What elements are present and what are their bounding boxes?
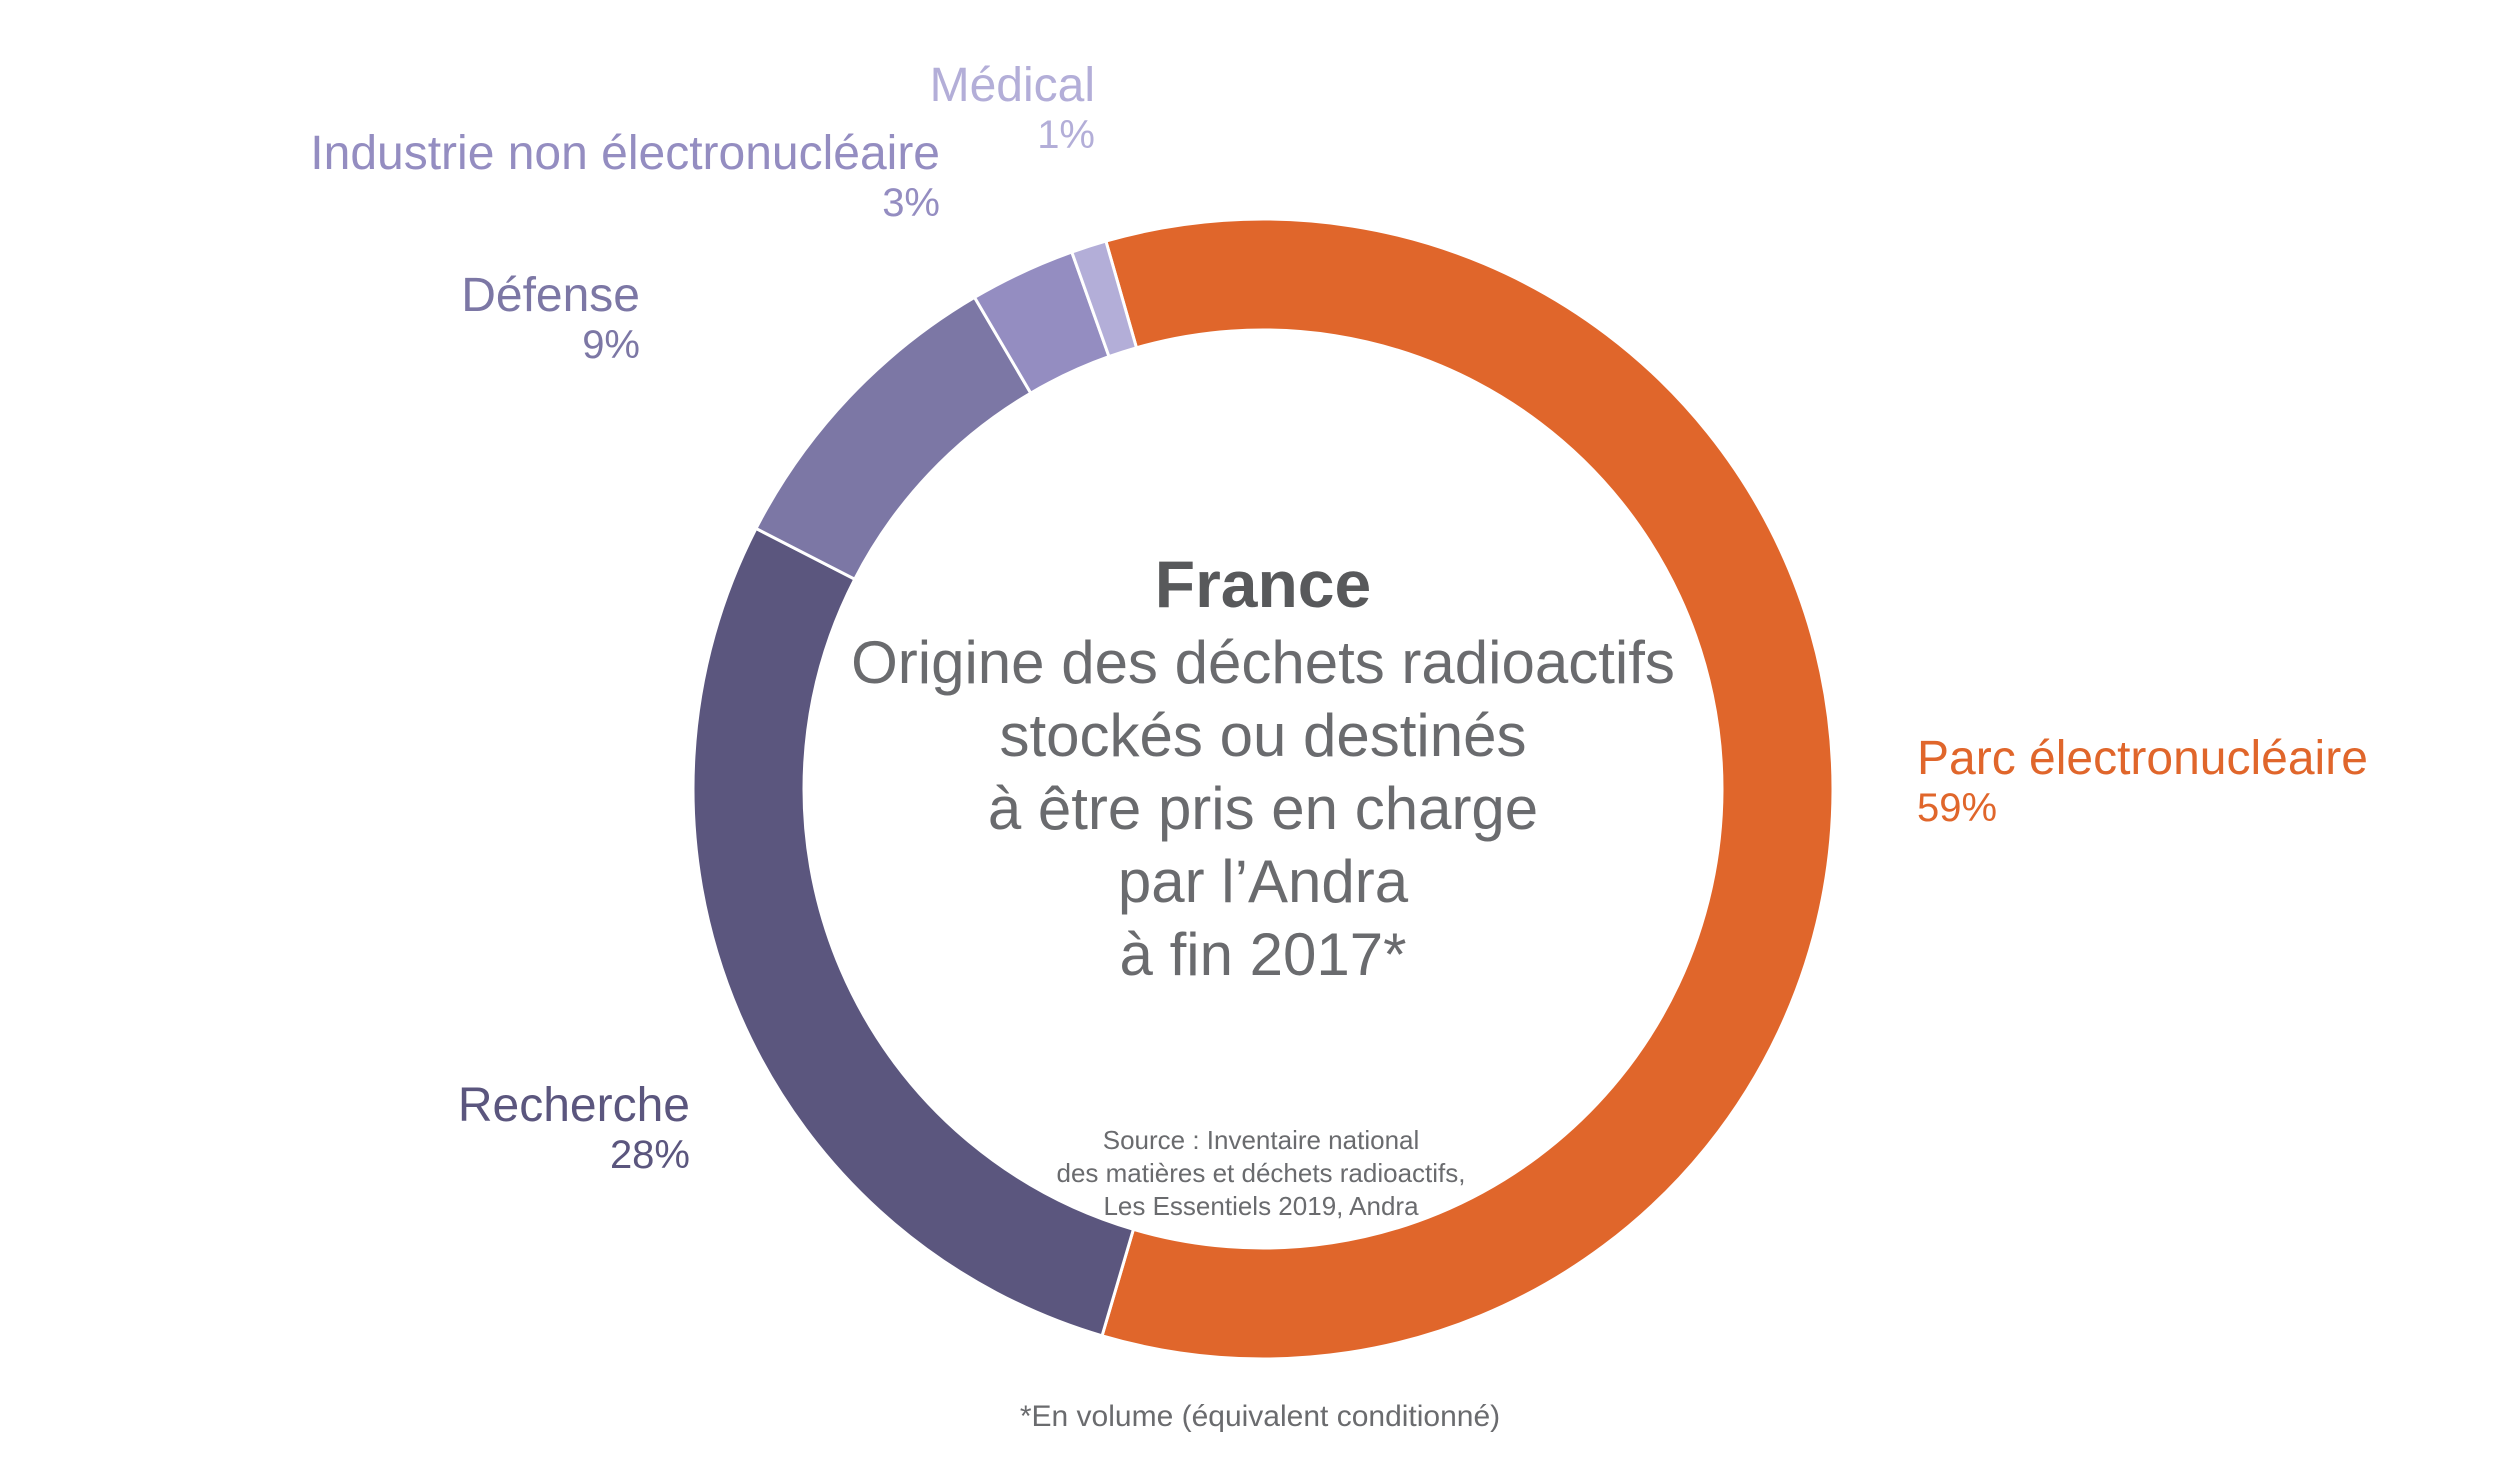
chart-subtitle-line-2: stockés ou destinés: [999, 702, 1527, 769]
slice-value-defense: 9%: [582, 323, 640, 367]
slice-value-medical: 1%: [1037, 113, 1095, 157]
footnote: *En volume (équivalent conditionné): [1019, 1400, 1501, 1433]
source-line-2: des matières et déchets radioactifs,: [1056, 1158, 1466, 1188]
source-line-1: Source : Inventaire national: [1102, 1125, 1420, 1155]
slice-defense: [756, 297, 1031, 579]
slice-label-medical: Médical: [929, 59, 1095, 112]
slice-label-recherche: Recherche: [457, 1079, 690, 1132]
slice-label-parc-electronucleaire: Parc électronucléaire: [1917, 732, 2368, 785]
slice-value-parc-electronucleaire: 59%: [1917, 786, 1998, 830]
callout-medical: [930, 60, 1095, 158]
slice-label-industrie-non-electronucleaire: Industrie non électronucléaire: [310, 127, 940, 180]
callout-recherche: [458, 1080, 690, 1178]
slice-value-industrie-non-electronucleaire: 3%: [882, 181, 940, 225]
chart-subtitle: [851, 626, 1675, 991]
slice-label-defense: Défense: [461, 269, 640, 322]
source-line-3: Les Essentiels 2019, Andra: [1103, 1191, 1419, 1221]
chart-subtitle-line-5: à fin 2017*: [1119, 921, 1407, 988]
callout-parc-electronucleaire: [1917, 733, 2368, 831]
source-note: [1057, 1124, 1466, 1223]
callout-defense: [461, 270, 640, 368]
chart-center-text: [851, 542, 1675, 991]
chart-title: France: [1154, 547, 1372, 621]
callout-industrie-non-electronucleaire: [310, 128, 940, 226]
chart-subtitle-line-1: Origine des déchets radioactifs: [851, 629, 1675, 696]
chart-subtitle-line-3: à être pris en charge: [987, 775, 1539, 842]
chart-subtitle-line-4: par l’Andra: [1117, 848, 1409, 915]
slice-value-recherche: 28%: [609, 1133, 690, 1177]
